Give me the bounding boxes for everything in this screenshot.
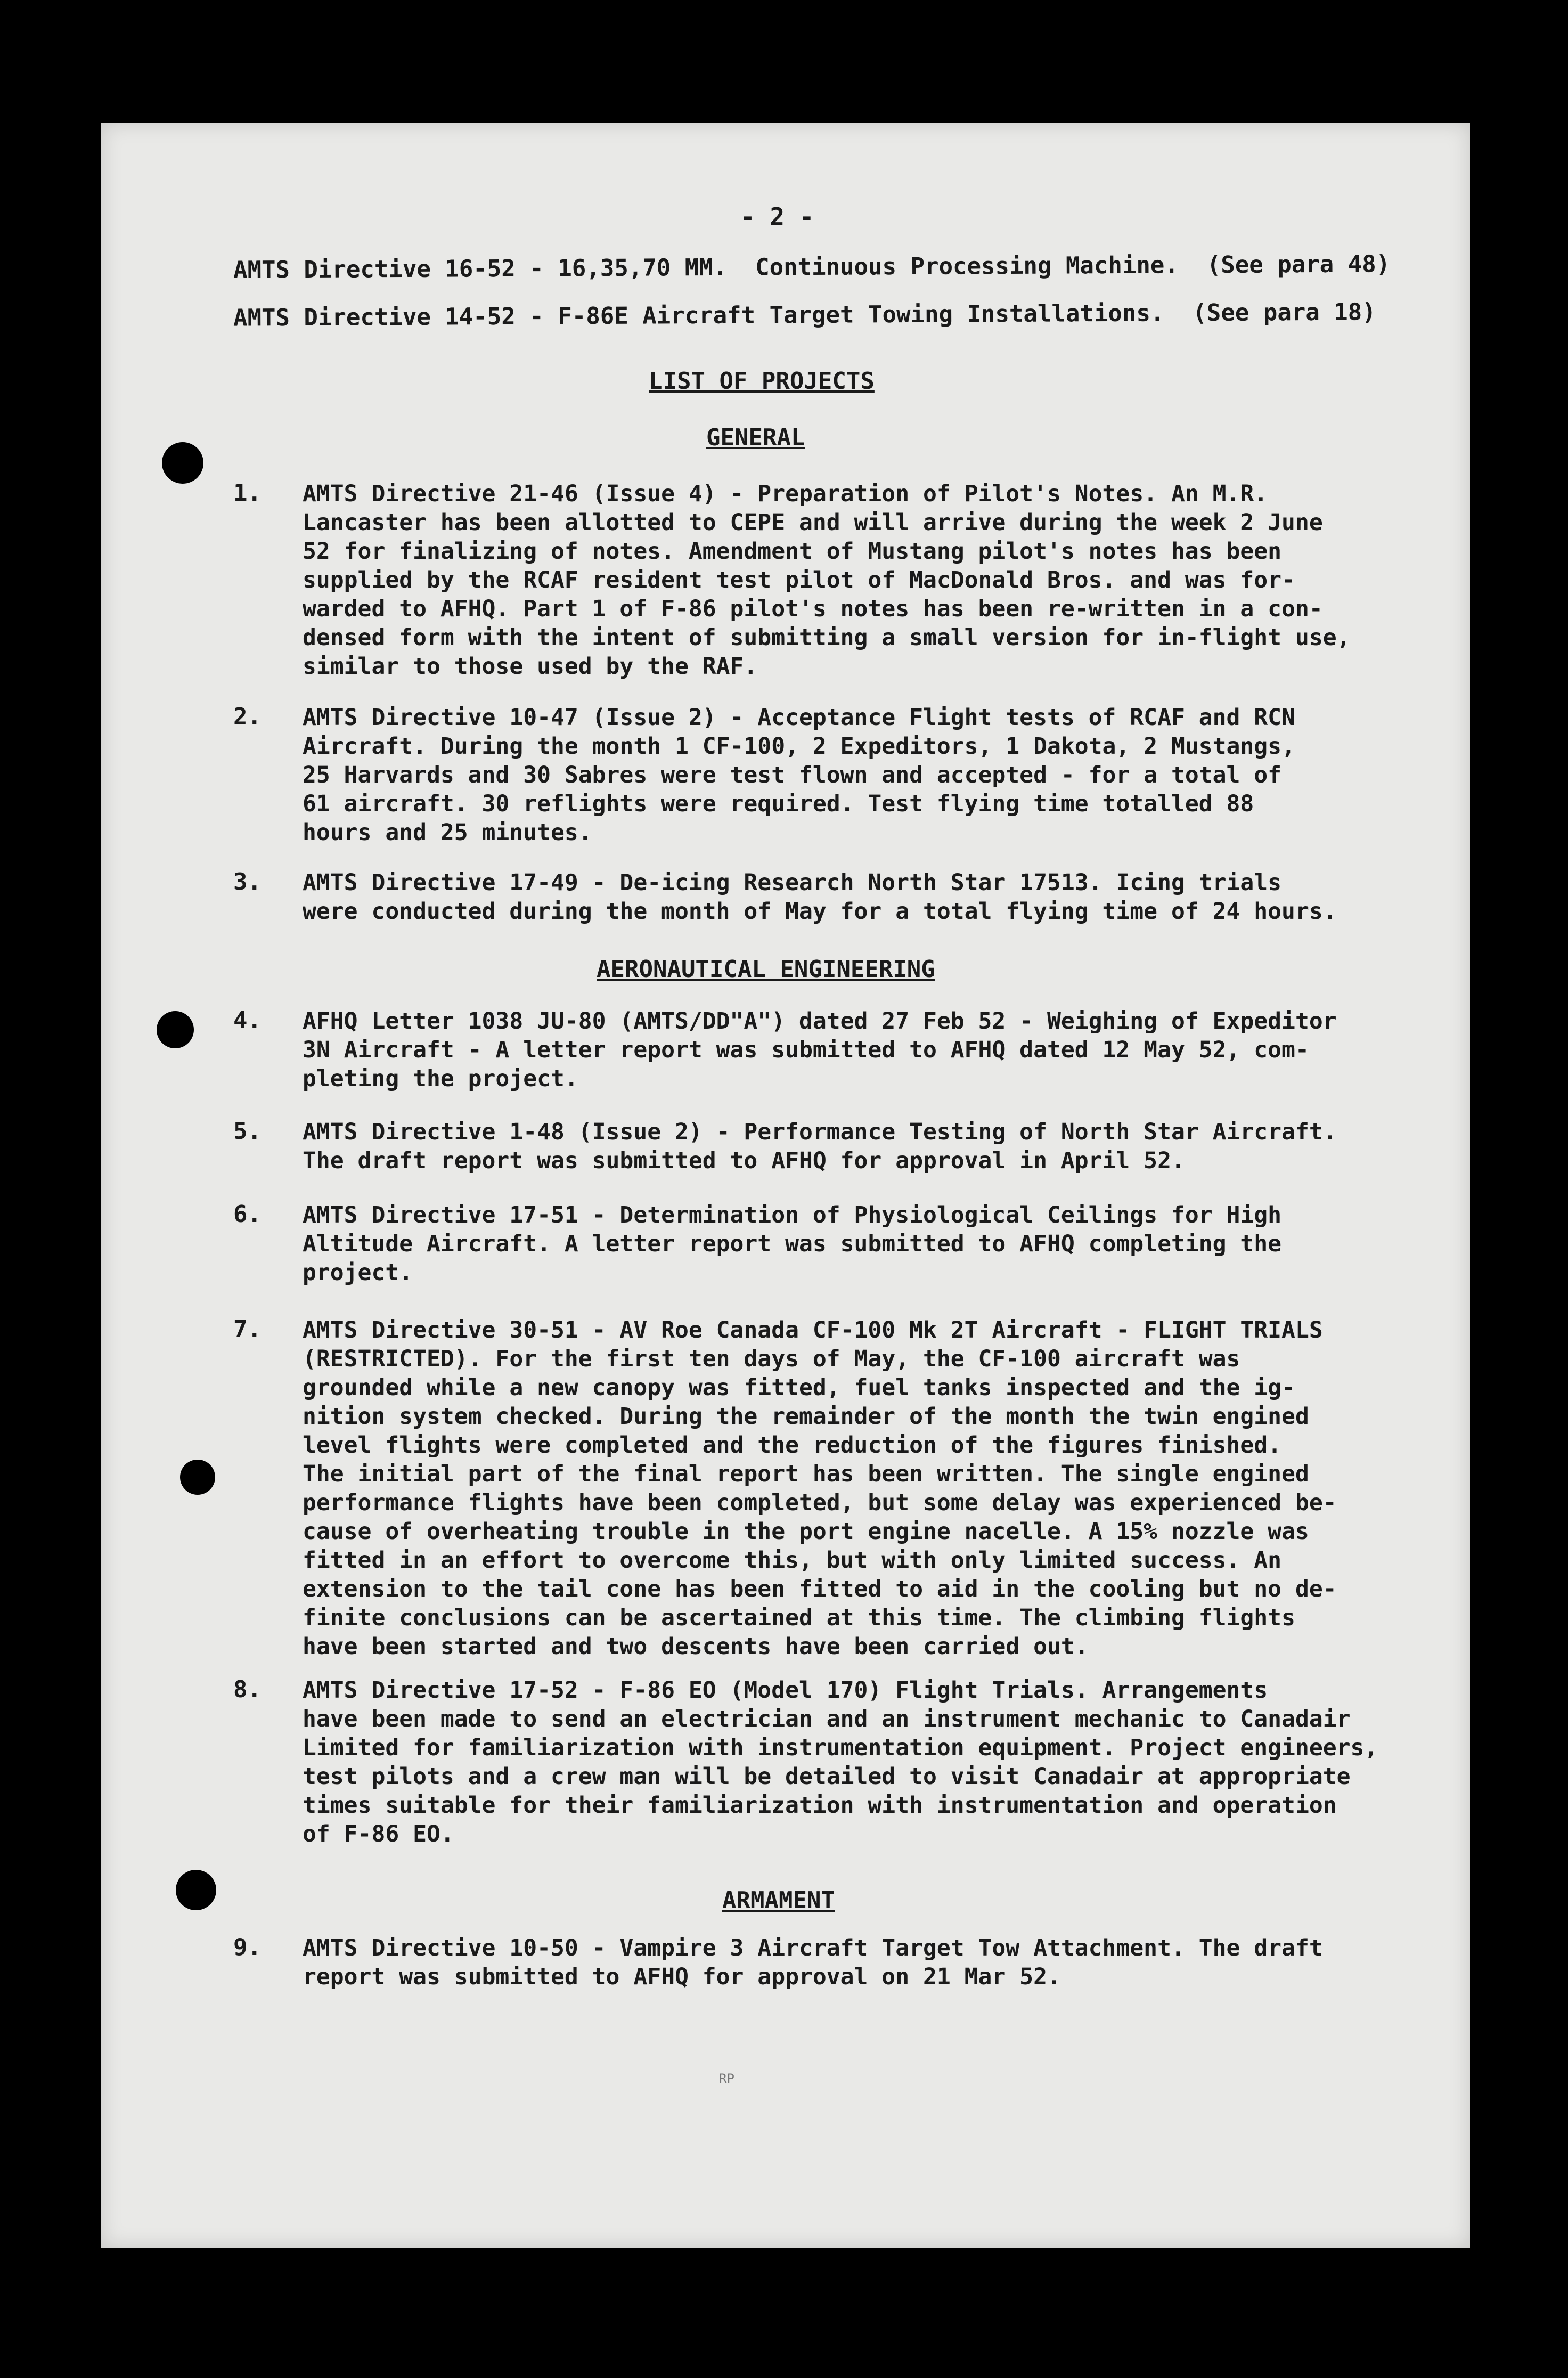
page-number: - 2 - (740, 202, 814, 231)
initials-stamp: RP (719, 2071, 734, 2086)
document-page (101, 123, 1470, 2248)
item-number: 5. (233, 1118, 262, 1145)
item-text: AFHQ Letter 1038 JU-80 (AMTS/DD"A") dated 27 Feb 52 - Weighing of Expeditor 3N Aircraft - A letter report was submitted to AFHQ dated 12 May 52, com- pleting the project. (303, 1008, 1337, 1092)
reference-directive-14-52: AMTS Directive 14-52 - F-86E Aircraft Target Towing Installations. (See para 18) (233, 298, 1376, 332)
item-number: 4. (233, 1007, 262, 1034)
item-number: 6. (233, 1201, 262, 1228)
punch-hole (157, 1011, 194, 1048)
item-text: AMTS Directive 17-49 - De-icing Research North Star 17513. Icing trials were conducted during the month of May for a total flying time of 24 hours. (303, 869, 1337, 925)
punch-hole (180, 1460, 215, 1495)
item-number: 2. (233, 703, 262, 730)
punch-hole (176, 1870, 216, 1910)
item-text: AMTS Directive 10-47 (Issue 2) - Acceptance Flight tests of RCAF and RCN Aircraft. During the month 1 CF-100, 2 Expeditors, 1 Dakota, 2 Mustangs, 25 Harvards and 30 Sabres were test flown and accepted - for a total of 61 aircraft. 30 reflights were required. Test flying time totalled 88 hours and 25 minutes. (303, 704, 1295, 846)
item-text: AMTS Directive 17-52 - F-86 EO (Model 170) Flight Trials. Arrangements have been made to send an electrician and an instrument mechanic to Canadair Limited for familiarization with instrumentation equipment. Project engineers, test pilots and a crew man will be detailed to visit Canadair at appropriate times suitable for their familiarization with instrumentation and operation of F-86 EO. (303, 1677, 1378, 1847)
section-heading-aeronautical-engineering: AERONAUTICAL ENGINEERING (597, 956, 935, 983)
item-number: 3. (233, 868, 262, 895)
reference-directive-16-52: AMTS Directive 16-52 - 16,35,70 MM. Continuous Processing Machine. (See para 48) (233, 250, 1391, 284)
list-of-projects-heading: LIST OF PROJECTS (649, 368, 875, 395)
item-number: 9. (233, 1934, 262, 1961)
item-number: 8. (233, 1676, 262, 1703)
item-text: AMTS Directive 30-51 - AV Roe Canada CF-100 Mk 2T Aircraft - FLIGHT TRIALS (RESTRICTED). For the first ten days of May, the CF-100 aircraft was grounded while a new canopy was fitted, fuel tanks inspected and the ig- nition system checked. During the remainder of the month the twin engined level flights were completed and the reduction of the figures finished. The initial part of the final report has been written. The single engined performance flights have been completed, but some delay was experienced be- cause of overheating trouble in the port engine nacelle. A 15% nozzle was fitted in an effort to overcome this, but with only limited success. An extension to the tail cone has been fitted to aid in the cooling but no de- finite conclusions can be ascertained at this time. The climbing flights have been started and two descents have been carried out. (303, 1317, 1337, 1660)
item-text: AMTS Directive 1-48 (Issue 2) - Performance Testing of North Star Aircraft. The draft report was submitted to AFHQ for approval in April 52. (303, 1119, 1337, 1174)
section-heading-general: GENERAL (706, 424, 805, 451)
punch-hole (162, 442, 203, 484)
item-text: AMTS Directive 10-50 - Vampire 3 Aircraft Target Tow Attachment. The draft report was submitted to AFHQ for approval on 21 Mar 52. (303, 1935, 1323, 1990)
item-text: AMTS Directive 17-51 - Determination of Physiological Ceilings for High Altitude Aircraft. A letter report was submitted to AFHQ completing the project. (303, 1202, 1282, 1286)
item-number: 7. (233, 1316, 262, 1343)
item-text: AMTS Directive 21-46 (Issue 4) - Preparation of Pilot's Notes. An M.R. Lancaster has been allotted to CEPE and will arrive during the week 2 June 52 for finalizing of notes. Amendment of Mustang pilot's notes has been supplied by the RCAF resident test pilot of MacDonald Bros. and was for- warded to AFHQ. Part 1 of F-86 pilot's notes has been re-written in a con- densed form with the intent of submitting a small version for in-flight use, similar to those used by the RAF. (303, 481, 1351, 680)
section-heading-armament: ARMAMENT (722, 1887, 835, 1914)
item-number: 1. (233, 479, 262, 507)
